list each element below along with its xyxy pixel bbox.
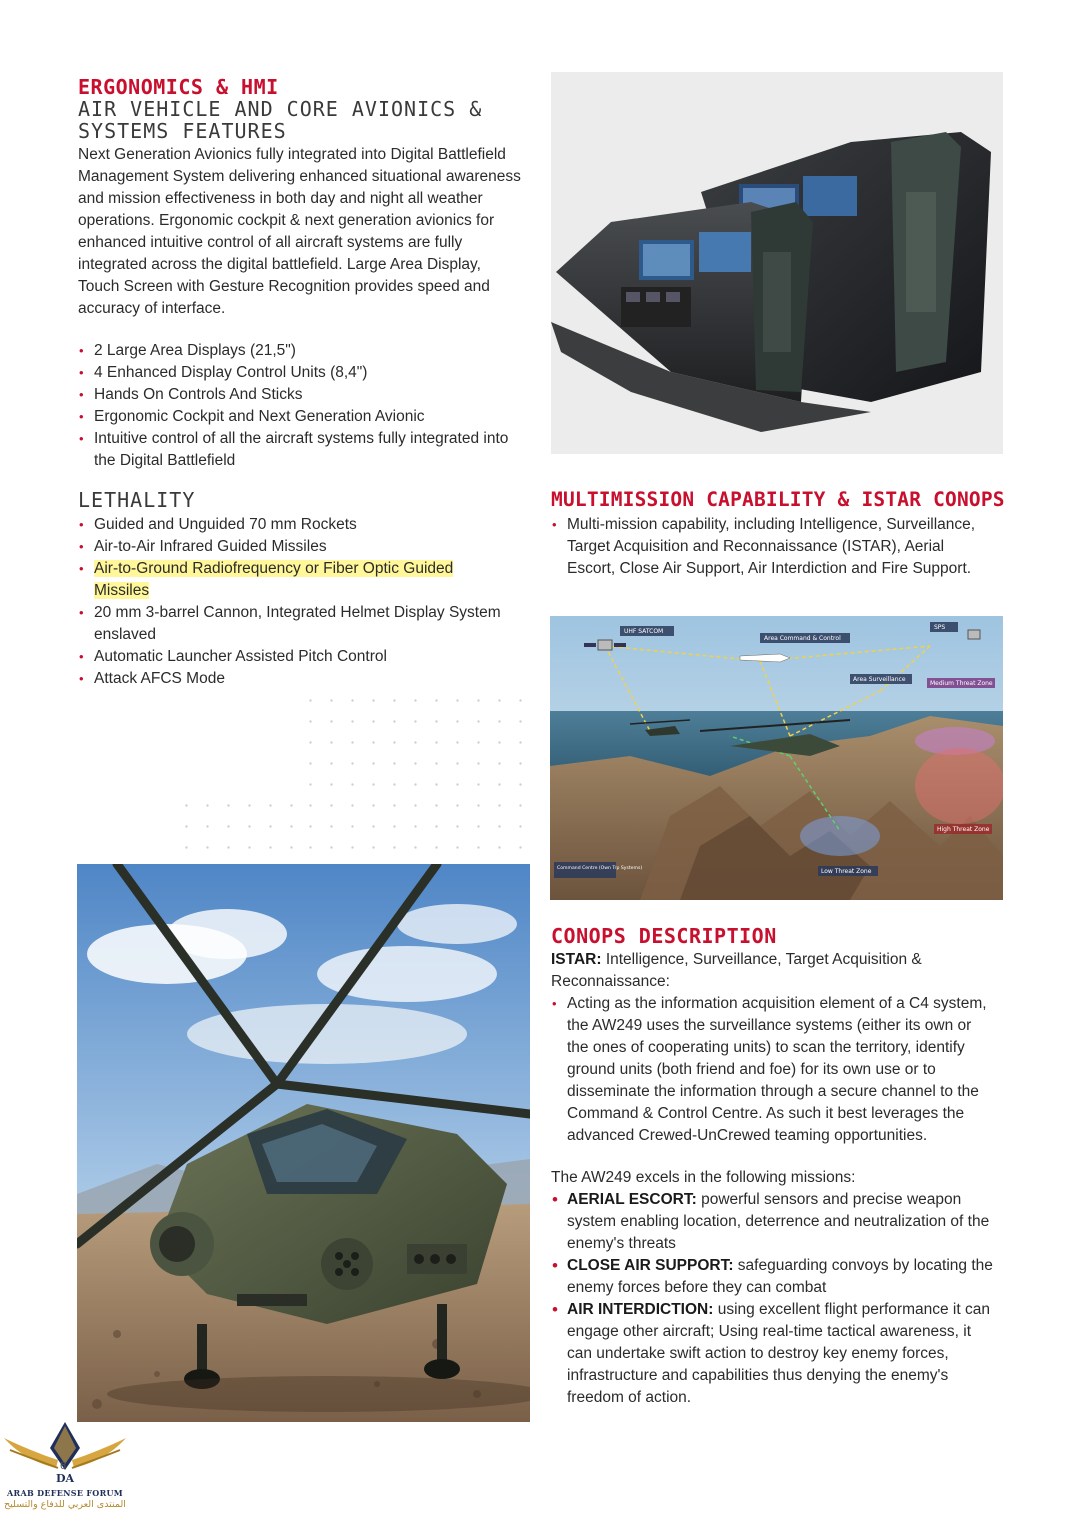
diagram-label-medium-threat: Medium Threat Zone bbox=[930, 680, 993, 687]
list-item: • Multi-mission capability, including Intelligence, Surveillance, Target Acquisition and Reconnaissance (ISTAR), Aerial Escort, Close Air Support, Air Interdiction and Fire Support. bbox=[551, 514, 996, 580]
list-item: • Acting as the information acquisition element of a C4 system, the AW249 uses the surveillance systems (either its own or the ones of cooperating units) to scan the territory, identify ground units (both friend and foe) for its own use or to disseminate the information through a secure channel to the Command & Control Centre. As such it best leverages the advanced Crewed-UnCrewed teaming opportunities. bbox=[551, 993, 996, 1147]
mission-text: powerful sensors and precise weapon system enabling location, deterrence and neutralization of the enemy's threats bbox=[567, 1191, 990, 1252]
conops-diagram-image bbox=[550, 616, 1003, 900]
mission-text: using excellent flight performance it can engage other aircraft; Using real-time tactical awareness, it can undertake swift action to destroy key enemy forces, infrastructure and capabilities thus denying the enemy's freedom of action. bbox=[567, 1301, 990, 1406]
list-item: • Guided and Unguided 70 mm Rockets bbox=[78, 514, 503, 536]
istar-label: ISTAR: bbox=[551, 951, 602, 968]
multimission-bullet-list bbox=[551, 514, 996, 580]
helicopter-illustration bbox=[77, 864, 530, 1422]
list-item: • Attack AFCS Mode bbox=[78, 668, 503, 690]
diagram-label-command-centre: Command Centre (Own Trp Systems) bbox=[557, 866, 643, 871]
diagram-label-uhf: UHF SATCOM bbox=[624, 628, 664, 635]
istar-intro bbox=[551, 949, 991, 993]
missions-intro: The AW249 excels in the following missions: bbox=[551, 1169, 856, 1186]
highlighted-text: Air-to-Ground Radiofrequency or Fiber Optic Guided Missiles bbox=[94, 560, 454, 599]
list-item: • 2 Large Area Displays (21,5") bbox=[78, 340, 533, 362]
ergonomics-section bbox=[78, 76, 538, 472]
cockpit-image bbox=[551, 72, 1003, 454]
list-item: • Air-to-Air Infrared Guided Missiles bbox=[78, 536, 503, 558]
diagram-label-area-surveillance: Area Surveillance bbox=[853, 676, 906, 683]
lethality-title: LETHALITY bbox=[78, 488, 196, 512]
mission-label: AERIAL ESCORT: bbox=[567, 1191, 697, 1208]
mission-label: CLOSE AIR SUPPORT: bbox=[567, 1257, 734, 1274]
diagram-label-high-threat: High Threat Zone bbox=[937, 826, 990, 833]
arab-defense-forum-logo bbox=[0, 1418, 130, 1514]
list-item: • Ergonomic Cockpit and Next Generation Avionic bbox=[78, 406, 533, 428]
istar-text: Intelligence, Surveillance, Target Acquisition & Reconnaissance: bbox=[551, 951, 922, 990]
conops-diagram-illustration bbox=[550, 616, 1003, 900]
list-item bbox=[551, 1189, 996, 1255]
ergonomics-title: ERGONOMICS & HMI bbox=[78, 75, 279, 99]
list-item bbox=[551, 1299, 996, 1409]
diagram-label-sps: SPS bbox=[934, 624, 946, 631]
mission-label: AIR INTERDICTION: bbox=[567, 1301, 714, 1318]
diagram-label-area-command: Area Command & Control bbox=[764, 635, 841, 642]
list-item bbox=[551, 1255, 996, 1299]
conops-section bbox=[551, 925, 1006, 1409]
list-item: • Intuitive control of all the aircraft systems fully integrated into the Digital Battlefield bbox=[78, 428, 533, 472]
list-item bbox=[78, 558, 503, 602]
multimission-title: MULTIMISSION CAPABILITY & ISTAR CONOPS bbox=[551, 488, 1005, 511]
eagle-emblem-icon bbox=[0, 1418, 130, 1488]
page-number: 6 bbox=[60, 1460, 67, 1472]
ergonomics-bullet-list bbox=[78, 340, 533, 472]
list-item: • 20 mm 3-barrel Cannon, Integrated Helmet Display System enslaved bbox=[78, 602, 503, 646]
helicopter-image bbox=[77, 864, 530, 1422]
multimission-section bbox=[551, 489, 1011, 580]
lethality-bullet-list bbox=[78, 514, 503, 690]
list-item: • Automatic Launcher Assisted Pitch Control bbox=[78, 646, 503, 668]
logo-arabic-text: المنتدى العربي للدفاع والتسليح bbox=[4, 1499, 126, 1510]
ergonomics-paragraph: Next Generation Avionics fully integrated into Digital Battlefield Management System delivering enhanced situational awareness and mission effectiveness in both day and night all weather operations. Ergonomic cockpit & next generation avionics for enhanced intuitive control of all aircraft systems are fully integrated across the digital battlefield. Large Area Display, Touch Screen with Gesture Recognition provides speed and accuracy of interface. bbox=[78, 146, 521, 317]
ergonomics-subtitle-line1: AIR VEHICLE AND CORE AVIONICS & bbox=[78, 97, 483, 121]
missions-list bbox=[551, 1189, 996, 1409]
logo-text: ARAB DEFENSE FORUM bbox=[7, 1488, 123, 1498]
logo-monogram: DA bbox=[55, 1472, 75, 1485]
decorative-dot-grid bbox=[300, 690, 525, 850]
list-item: • Hands On Controls And Sticks bbox=[78, 384, 533, 406]
ergonomics-subtitle-line2: SYSTEMS FEATURES bbox=[78, 119, 287, 143]
mission-text: safeguarding convoys by locating the enemy forces before they can combat bbox=[567, 1257, 993, 1296]
cockpit-illustration bbox=[551, 72, 1003, 454]
list-item: • 4 Enhanced Display Control Units (8,4") bbox=[78, 362, 533, 384]
conops-title: CONOPS DESCRIPTION bbox=[551, 924, 777, 948]
decorative-dot-grid bbox=[176, 795, 296, 850]
istar-bullet-list bbox=[551, 993, 996, 1147]
diagram-label-low-threat: Low Threat Zone bbox=[821, 868, 872, 875]
lethality-section bbox=[78, 489, 518, 690]
